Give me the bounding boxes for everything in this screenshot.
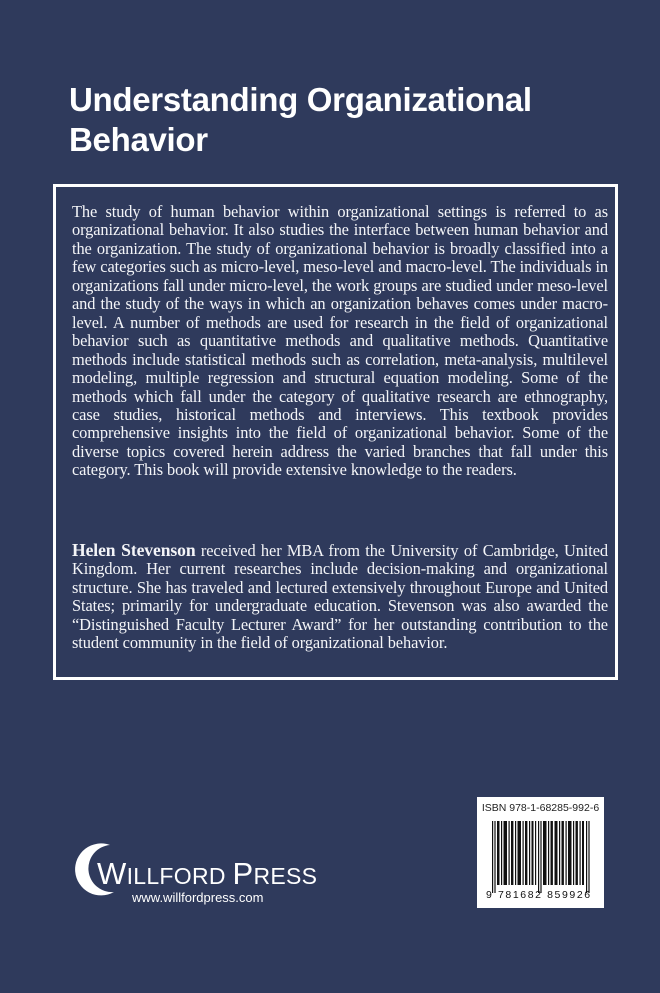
publisher-name: WILLFORD PRESS [97, 856, 318, 891]
barcode-icon [492, 821, 590, 893]
publisher-logo [70, 840, 318, 910]
author-bio-text: received her MBA from the University of Cambridge, United Kingdom. Her current researches include decision-making and organizational structure. She has traveled and lectured extensively throughout Europe and United States; primarily for undergraduate education. Stevenson was also awarded the “Distinguished Faculty Lecturer Award” for her outstanding contribution to the student community in the field of organizational behavior. [72, 541, 608, 653]
author-name: Helen Stevenson [72, 540, 196, 560]
title-line-1: Understanding Organizational [69, 81, 532, 118]
barcode-digits: 9 781682 859926 [486, 889, 592, 901]
blurb-box [53, 184, 618, 680]
isbn-barcode [477, 797, 604, 908]
author-bio [72, 541, 608, 653]
book-title [69, 80, 629, 160]
title-line-2: Behavior [69, 121, 208, 158]
isbn-label: ISBN 978-1-68285-992-6 [481, 802, 600, 814]
publisher-url: www.willfordpress.com [132, 890, 264, 905]
book-description: The study of human behavior within organizational settings is referred to as organizational behavior. It also studies the interface between human behavior and the organization. The study of organizational behavior is broadly classified into a few categories such as micro-level, meso-level and macro-level. The individuals in organizations fall under micro-level, the work groups are studied under meso-level and the study of the ways in which an organization behaves comes under macro-level. A number of methods are used for research in the field of organizational behavior such as quantitative methods and qualitative methods. Quantitative methods include statistical methods such as correlation, meta-analysis, multilevel modeling, multiple regression and structural equation modeling. Some of the methods which fall under the category of qualitative research are ethnography, case studies, historical methods and interviews. This textbook provides comprehensive insights into the field of organizational behavior. Some of the diverse topics covered herein address the varied branches that fall under this category. This book will provide extensive knowledge to the readers. [72, 202, 608, 480]
